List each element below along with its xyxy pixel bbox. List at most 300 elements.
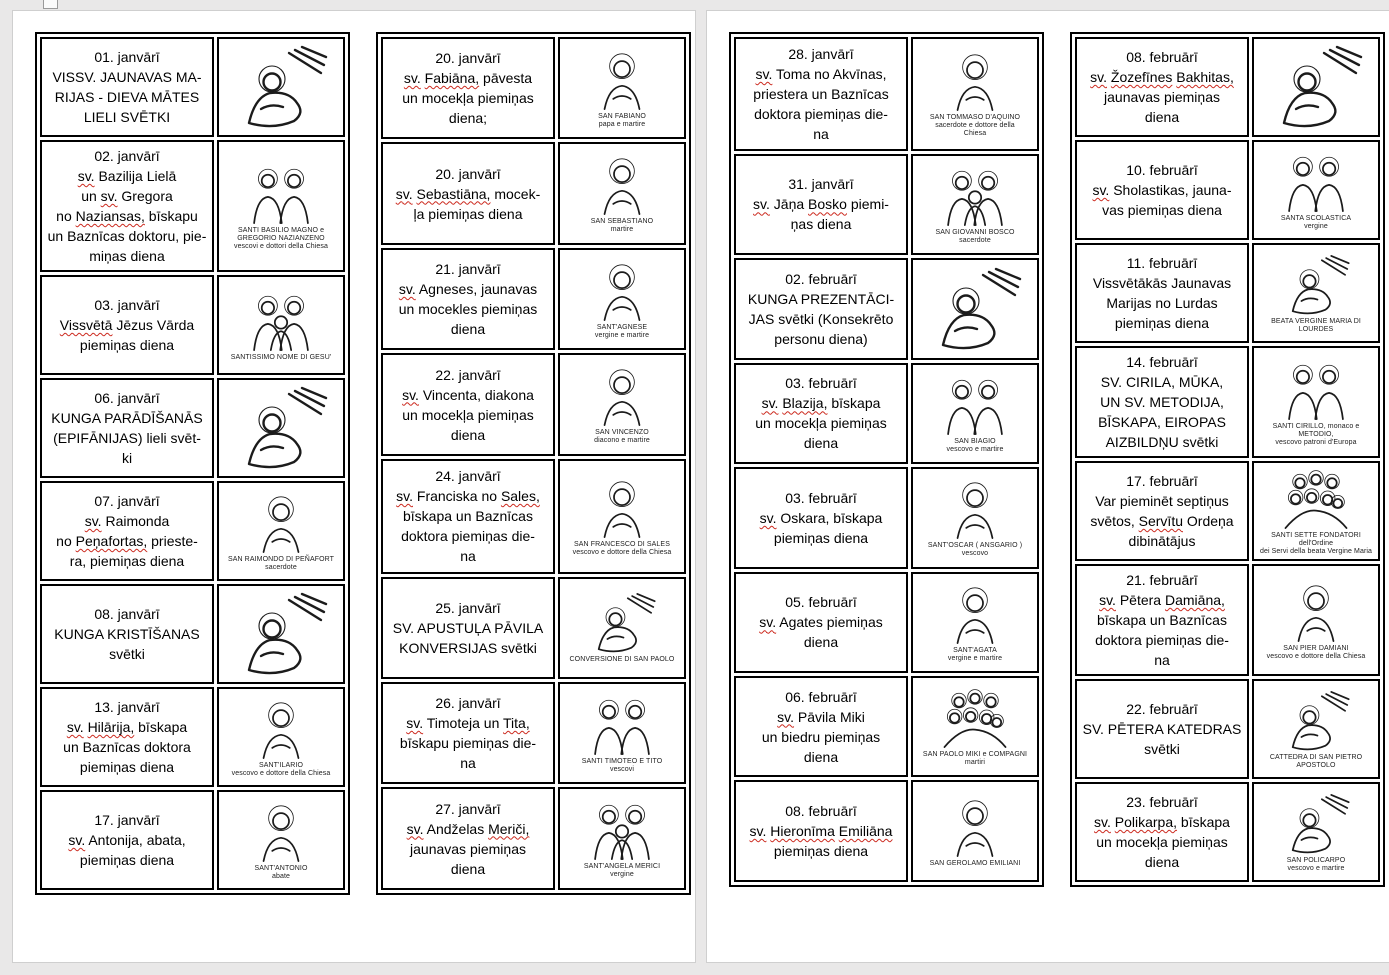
feast-text: BĪSKAPA, EIROPAS: [1098, 414, 1226, 430]
saint-illustration: [915, 582, 1035, 646]
feast-line: [1079, 412, 1245, 432]
feast-line: [44, 428, 210, 448]
bishop-with-crosier-icon: [1264, 580, 1368, 644]
feast-line: [44, 697, 210, 717]
saint-image-cell[interactable]: [217, 140, 345, 272]
feast-text-cell[interactable]: [1075, 243, 1249, 343]
feast-text: 03. februārī: [785, 489, 857, 506]
feast-text: (EPIFĀNIJAS) lieli svēt-: [53, 430, 201, 446]
feast-text: piemi-: [846, 196, 889, 213]
feast-line: [1079, 699, 1245, 719]
feast-text: diena: [803, 435, 839, 452]
feast-text: un mocekļa piemiņas: [402, 90, 534, 107]
image-caption: [915, 114, 1035, 138]
feast-text: doktora piemiņas die-: [401, 528, 535, 545]
feast-text-cell[interactable]: [381, 459, 555, 574]
pope-martyr-icon: [570, 48, 674, 112]
image-caption: [1256, 645, 1376, 661]
feast-line: [44, 408, 210, 428]
image-caption-line: SAN TOMMASO D'AQUINO: [929, 114, 1021, 122]
misspelled-word: Polikarpa,: [1114, 814, 1178, 830]
feast-line: [1079, 372, 1245, 392]
feast-line: [385, 425, 551, 445]
misspelled-word: Peņafortas,: [75, 533, 148, 549]
feast-line: [385, 819, 551, 839]
feast-text-cell[interactable]: [40, 140, 214, 272]
feast-text: un: [81, 188, 101, 204]
image-caption: [562, 541, 682, 557]
feast-text: diena;: [448, 110, 488, 127]
feast-text: 08. janvārī: [94, 606, 160, 622]
image-caption: [562, 113, 682, 129]
image-caption: [915, 860, 1035, 868]
feast-line: [385, 859, 551, 879]
image-caption: [1256, 318, 1376, 334]
saint-illustration: [221, 491, 341, 555]
feast-text-cell[interactable]: [734, 780, 908, 882]
feast-text: 08. februārī: [1126, 49, 1198, 65]
feast-line: [1079, 511, 1245, 531]
saint-image-cell[interactable]: [217, 481, 345, 581]
feast-line: [385, 365, 551, 385]
feast-line: [385, 259, 551, 279]
feast-line: [385, 164, 551, 184]
feast-text: 20. janvārī: [435, 165, 501, 182]
peter-enthroned-icon: [1264, 689, 1368, 753]
image-caption-line: abate: [271, 872, 291, 880]
saint-image-cell[interactable]: [558, 577, 686, 679]
image-caption-line: SAN PAOLO MIKI e COMPAGNI: [922, 751, 1028, 759]
saint-image-cell[interactable]: [558, 353, 686, 455]
feast-line: [738, 84, 904, 104]
feast-text-cell[interactable]: [381, 787, 555, 890]
image-caption: [562, 324, 682, 340]
table-row: [40, 378, 345, 478]
saint-with-arrow-icon: [570, 153, 674, 217]
feast-line: [738, 528, 904, 548]
feast-text-cell[interactable]: [40, 687, 214, 787]
feast-text-cell[interactable]: [40, 790, 214, 890]
table-row: [734, 572, 1039, 673]
feast-line: [738, 612, 904, 632]
feast-text: 24. janvārī: [435, 468, 501, 485]
image-caption-line: vergine: [610, 871, 634, 879]
table-row: [734, 363, 1039, 464]
calendar-table-3: [729, 32, 1044, 887]
saint-image-cell[interactable]: [1252, 346, 1380, 458]
misspelled-word: Bakhitas,: [1176, 69, 1234, 85]
feast-line: [1079, 47, 1245, 67]
feast-text: 26. janvārī: [435, 695, 501, 712]
saint-illustration: [1256, 358, 1376, 422]
table-row: [381, 787, 686, 890]
misspelled-word: Hieronīma: [770, 823, 835, 840]
saint-with-children-icon: [923, 164, 1027, 228]
feast-line: [44, 47, 210, 67]
saint-image-cell[interactable]: [217, 37, 345, 137]
feast-line: [44, 850, 210, 870]
table-row: [1075, 140, 1380, 240]
holy-family-icon: [229, 289, 333, 353]
page-2: [706, 10, 1389, 963]
feast-line: [1079, 650, 1245, 670]
feast-text: VISSV. JAUNAVAS MA-: [52, 69, 202, 85]
feast-text-cell[interactable]: [40, 37, 214, 137]
saint-image-cell[interactable]: [911, 467, 1039, 568]
feast-line: [738, 329, 904, 349]
feast-text: piemiņas diena: [1114, 315, 1210, 331]
feast-text: bīskapa un Baznīcas: [1097, 612, 1227, 628]
misspelled-word: Naziansas,: [75, 208, 145, 224]
saint-illustration: [562, 153, 682, 217]
feast-text: Jāņa: [769, 196, 809, 213]
feast-text-cell[interactable]: [1075, 37, 1249, 137]
feast-text-cell[interactable]: [40, 584, 214, 684]
image-caption: [221, 227, 341, 251]
feast-line: [385, 733, 551, 753]
misspelled-word: sv.: [395, 185, 413, 202]
baptism-of-christ-icon: [229, 590, 333, 678]
table-row: [1075, 679, 1380, 779]
feast-text: AIZBILDŅU svētki: [1105, 434, 1219, 450]
saint-illustration: [915, 477, 1035, 541]
feast-text-cell[interactable]: [381, 248, 555, 350]
feast-text-cell[interactable]: [734, 154, 908, 255]
feast-text: doktora piemiņas die-: [754, 105, 888, 122]
misspelled-word: sv.: [1092, 182, 1110, 198]
table-row: [1075, 782, 1380, 882]
saint-healing-child-icon: [923, 373, 1027, 437]
image-caption-line: vescovo patroni d'Europa: [1275, 438, 1357, 446]
feast-text-cell[interactable]: [40, 481, 214, 581]
image-caption-line: diacono e martire: [594, 437, 650, 445]
saint-image-cell[interactable]: [217, 790, 345, 890]
saint-with-children-icon: [570, 798, 674, 862]
saint-image-cell[interactable]: [217, 378, 345, 478]
feast-line: [1079, 630, 1245, 650]
feast-text-cell[interactable]: [734, 467, 908, 568]
presentation-of-the-lord-icon: [923, 265, 1027, 353]
feast-text: Antonija, abata,: [85, 832, 186, 848]
saint-illustration: [915, 373, 1035, 437]
image-caption-line: vergine: [1304, 222, 1328, 230]
feast-text-cell[interactable]: [381, 37, 555, 139]
deacon-martyr-icon: [570, 364, 674, 428]
feast-line: [738, 64, 904, 84]
image-caption-line: SAN FABIANO: [598, 112, 646, 120]
misspelled-word: sv.: [396, 488, 413, 505]
virgin-martyr-icon: [570, 259, 674, 323]
feast-text-cell[interactable]: [40, 275, 214, 375]
feast-text: miņas diena: [89, 248, 165, 264]
feast-line: [1079, 610, 1245, 630]
image-caption-line: SANTI BASILIO MAGNO e: [237, 226, 325, 234]
feast-line: [385, 839, 551, 859]
bishop-blessing-icon: [570, 476, 674, 540]
bakhita-portrait-icon: [1264, 43, 1368, 131]
saint-image-cell[interactable]: [1252, 564, 1380, 676]
table-move-handle[interactable]: [43, 0, 58, 9]
saint-image-cell[interactable]: [558, 37, 686, 139]
table-row: [381, 353, 686, 455]
table-row: [40, 790, 345, 890]
table-row: [381, 248, 686, 350]
image-caption-line: vescovi e dottori della Chiesa: [233, 242, 329, 250]
feast-line: [738, 44, 904, 64]
feast-text-cell[interactable]: [1075, 679, 1249, 779]
image-caption-line: martiri: [964, 759, 986, 767]
feast-line: [385, 799, 551, 819]
misspelled-word: Vissvētā: [59, 317, 113, 333]
feast-line: [738, 727, 904, 747]
feast-line: [44, 206, 210, 226]
page-2-content: [707, 11, 1389, 887]
feast-line: [44, 491, 210, 511]
feast-text: Pētera: [1115, 592, 1165, 608]
table-row: [40, 37, 345, 137]
feast-line: [44, 226, 210, 246]
saint-bishop-bust-icon: [229, 697, 333, 761]
misspelled-word: Blazija,: [782, 395, 828, 412]
image-caption: [221, 865, 341, 881]
feast-text: diena: [1144, 854, 1180, 870]
misspelled-word: sv.: [68, 832, 86, 848]
misspelled-word: Servītu: [1138, 513, 1183, 529]
table-row: [40, 584, 345, 684]
misspelled-word: sv.: [755, 65, 773, 82]
feast-text-cell[interactable]: [1075, 782, 1249, 882]
image-caption-line: vergine e martire: [947, 654, 1003, 662]
misspelled-word: sv.: [777, 708, 795, 725]
feast-text-cell[interactable]: [734, 572, 908, 673]
table-row: [1075, 243, 1380, 343]
feast-text-cell[interactable]: [381, 353, 555, 455]
feast-line: [385, 299, 551, 319]
feast-line: [1079, 352, 1245, 372]
feast-text-cell[interactable]: [1075, 461, 1249, 561]
feast-text: Toma no Akvīnas,: [772, 65, 887, 82]
feast-text: no: [56, 208, 76, 224]
saint-image-cell[interactable]: [558, 682, 686, 784]
feast-text: 17. janvārī: [94, 812, 160, 828]
saint-image-cell[interactable]: [1252, 37, 1380, 137]
image-caption-line: vergine e martire: [594, 331, 650, 339]
feast-line: [44, 67, 210, 87]
image-caption: [915, 647, 1035, 663]
misspelled-word: sv.: [749, 823, 767, 840]
saint-illustration: [221, 43, 341, 131]
saint-image-cell[interactable]: [217, 275, 345, 375]
saint-illustration: [1256, 253, 1376, 317]
feast-line: [738, 821, 904, 841]
martyr-in-flames-icon: [1264, 792, 1368, 856]
misspelled-word: sv.: [1099, 592, 1116, 608]
feast-text: doktora piemiņas die-: [1095, 632, 1229, 648]
image-caption: [1256, 754, 1376, 770]
saint-image-cell[interactable]: [558, 787, 686, 890]
table-row: [40, 481, 345, 581]
image-caption-line: SANT'ILARIO: [258, 761, 304, 769]
feast-text-cell[interactable]: [1075, 346, 1249, 458]
feast-text: 23. februārī: [1126, 794, 1198, 810]
table-row: [1075, 346, 1380, 458]
feast-line: [44, 146, 210, 166]
feast-text: 01. janvārī: [94, 49, 160, 65]
feast-line: [385, 638, 551, 658]
feast-line: [1079, 293, 1245, 313]
saint-image-cell[interactable]: [1252, 782, 1380, 882]
table-row: [734, 780, 1039, 882]
feast-text: un mocekļa piemiņas: [402, 406, 534, 423]
feast-text-cell[interactable]: [734, 676, 908, 777]
feast-text: Andželas: [423, 820, 489, 837]
feast-line: [44, 87, 210, 107]
image-caption-line: sacerdote: [265, 563, 297, 571]
saint-illustration: [562, 591, 682, 655]
feast-line: [738, 309, 904, 329]
image-caption: [562, 656, 682, 664]
feast-line: [44, 511, 210, 531]
saint-illustration: [1256, 467, 1376, 531]
feast-text: KUNGA PREZENTĀCI-: [747, 290, 895, 307]
image-caption-line: SANTA SCOLASTICA: [1280, 214, 1352, 222]
misspelled-word: Sales,: [500, 488, 540, 505]
feast-text: 03. februārī: [785, 375, 857, 392]
image-caption: [1256, 215, 1376, 231]
feast-line: [44, 624, 210, 644]
saint-image-cell[interactable]: [1252, 461, 1380, 561]
table-row: [1075, 37, 1380, 137]
feast-line: [738, 632, 904, 652]
image-caption-line: papa e martire: [598, 120, 646, 128]
feast-text-cell[interactable]: [1075, 140, 1249, 240]
feast-line: [44, 757, 210, 777]
feast-line: [385, 319, 551, 339]
feast-line: [738, 269, 904, 289]
feast-line: [1079, 570, 1245, 590]
feast-text: 28. janvārī: [788, 45, 854, 62]
feast-text: prieste-: [147, 533, 198, 549]
feast-text: 11. februārī: [1126, 255, 1198, 271]
table-row: [734, 676, 1039, 777]
misspelled-word: Meriči,: [488, 820, 530, 837]
saint-image-cell[interactable]: [1252, 140, 1380, 240]
saint-image-cell[interactable]: [911, 37, 1039, 151]
feast-text-cell[interactable]: [381, 142, 555, 244]
feast-text: diena: [450, 426, 486, 443]
saint-image-cell[interactable]: [911, 676, 1039, 777]
saint-illustration: [221, 289, 341, 353]
feast-text: un biedru piemiņas: [761, 728, 881, 745]
saint-image-cell[interactable]: [558, 248, 686, 350]
feast-text: no: [56, 533, 76, 549]
feast-line: [385, 506, 551, 526]
feast-line: [44, 604, 210, 624]
feast-line: [385, 486, 551, 506]
image-caption-line: sacerdote e dottore della: [935, 122, 1015, 130]
image-caption-line: SANTISSIMO NOME DI GESU': [230, 353, 332, 361]
feast-text: diena: [803, 748, 839, 765]
feast-text: bīskapu piemiņas die-: [399, 735, 537, 752]
feast-text-cell[interactable]: [734, 363, 908, 464]
feast-text-cell[interactable]: [734, 258, 908, 359]
feast-line: [44, 315, 210, 335]
feast-line: [738, 508, 904, 528]
saint-image-cell[interactable]: [558, 142, 686, 244]
feast-text: diena: [803, 634, 839, 651]
feast-line: [385, 108, 551, 128]
saint-illustration: [221, 800, 341, 864]
image-caption: [915, 751, 1035, 767]
feast-line: [385, 526, 551, 546]
misspelled-word: sv.: [759, 614, 777, 631]
feast-text: Vissvētākās Jaunavas: [1092, 275, 1232, 291]
saint-image-cell[interactable]: [558, 459, 686, 574]
image-caption: [1256, 423, 1376, 447]
saint-image-cell[interactable]: [911, 572, 1039, 673]
feast-line: [44, 186, 210, 206]
image-caption-line: SAN PIER DAMIANI: [1283, 644, 1349, 652]
feast-text: KUNGA KRISTĪŠANAS: [54, 626, 200, 642]
feast-text-cell[interactable]: [381, 577, 555, 679]
feast-line: [385, 204, 551, 224]
feast-text: un mocekļa piemiņas: [1096, 834, 1228, 850]
saint-image-cell[interactable]: [1252, 243, 1380, 343]
feast-text: un mocekļa piemiņas: [755, 415, 887, 432]
feast-line: [385, 618, 551, 638]
saint-image-cell[interactable]: [911, 154, 1039, 255]
misspelled-word: Žozefīnes: [1110, 69, 1173, 85]
feast-text-cell[interactable]: [1075, 564, 1249, 676]
virgin-martyr-icon: [923, 582, 1027, 646]
feast-text: Franciska no: [413, 488, 501, 505]
feast-text-cell[interactable]: [381, 682, 555, 784]
misspelled-word: sv.: [1090, 69, 1107, 85]
feast-text: 31. janvārī: [788, 176, 854, 193]
misspelled-word: sv.: [77, 168, 95, 184]
saint-image-cell[interactable]: [1252, 679, 1380, 779]
feast-line: [738, 687, 904, 707]
saint-image-cell[interactable]: [911, 363, 1039, 464]
saint-illustration: [1256, 43, 1376, 131]
table-row: [1075, 564, 1380, 676]
saint-image-cell[interactable]: [911, 258, 1039, 359]
saint-image-cell[interactable]: [217, 687, 345, 787]
feast-text: Agneses, jaunavas: [415, 281, 538, 298]
saint-image-cell[interactable]: [217, 584, 345, 684]
feast-text-cell[interactable]: [40, 378, 214, 478]
feast-text: diena: [450, 321, 486, 338]
image-caption-line: CONVERSIONE DI SAN PAOLO: [569, 656, 675, 664]
saint-illustration: [562, 259, 682, 323]
saint-image-cell[interactable]: [911, 780, 1039, 882]
image-caption-line: SAN FRANCESCO DI SALES: [574, 540, 670, 548]
saint-illustration: [221, 590, 341, 678]
two-nuns-reading-icon: [1264, 150, 1368, 214]
feast-line: [738, 124, 904, 144]
feast-line: [1079, 273, 1245, 293]
feast-text: 03. janvārī: [94, 297, 160, 313]
table-row: [734, 37, 1039, 151]
feast-text-cell[interactable]: [734, 37, 908, 151]
feast-line: [44, 166, 210, 186]
feast-line: [44, 107, 210, 127]
feast-line: [44, 246, 210, 266]
feast-line: [44, 531, 210, 551]
feast-text: 02. februārī: [785, 270, 857, 287]
saint-illustration: [915, 164, 1035, 228]
feast-text: JAS svētki (Konsekrēto: [748, 310, 894, 327]
